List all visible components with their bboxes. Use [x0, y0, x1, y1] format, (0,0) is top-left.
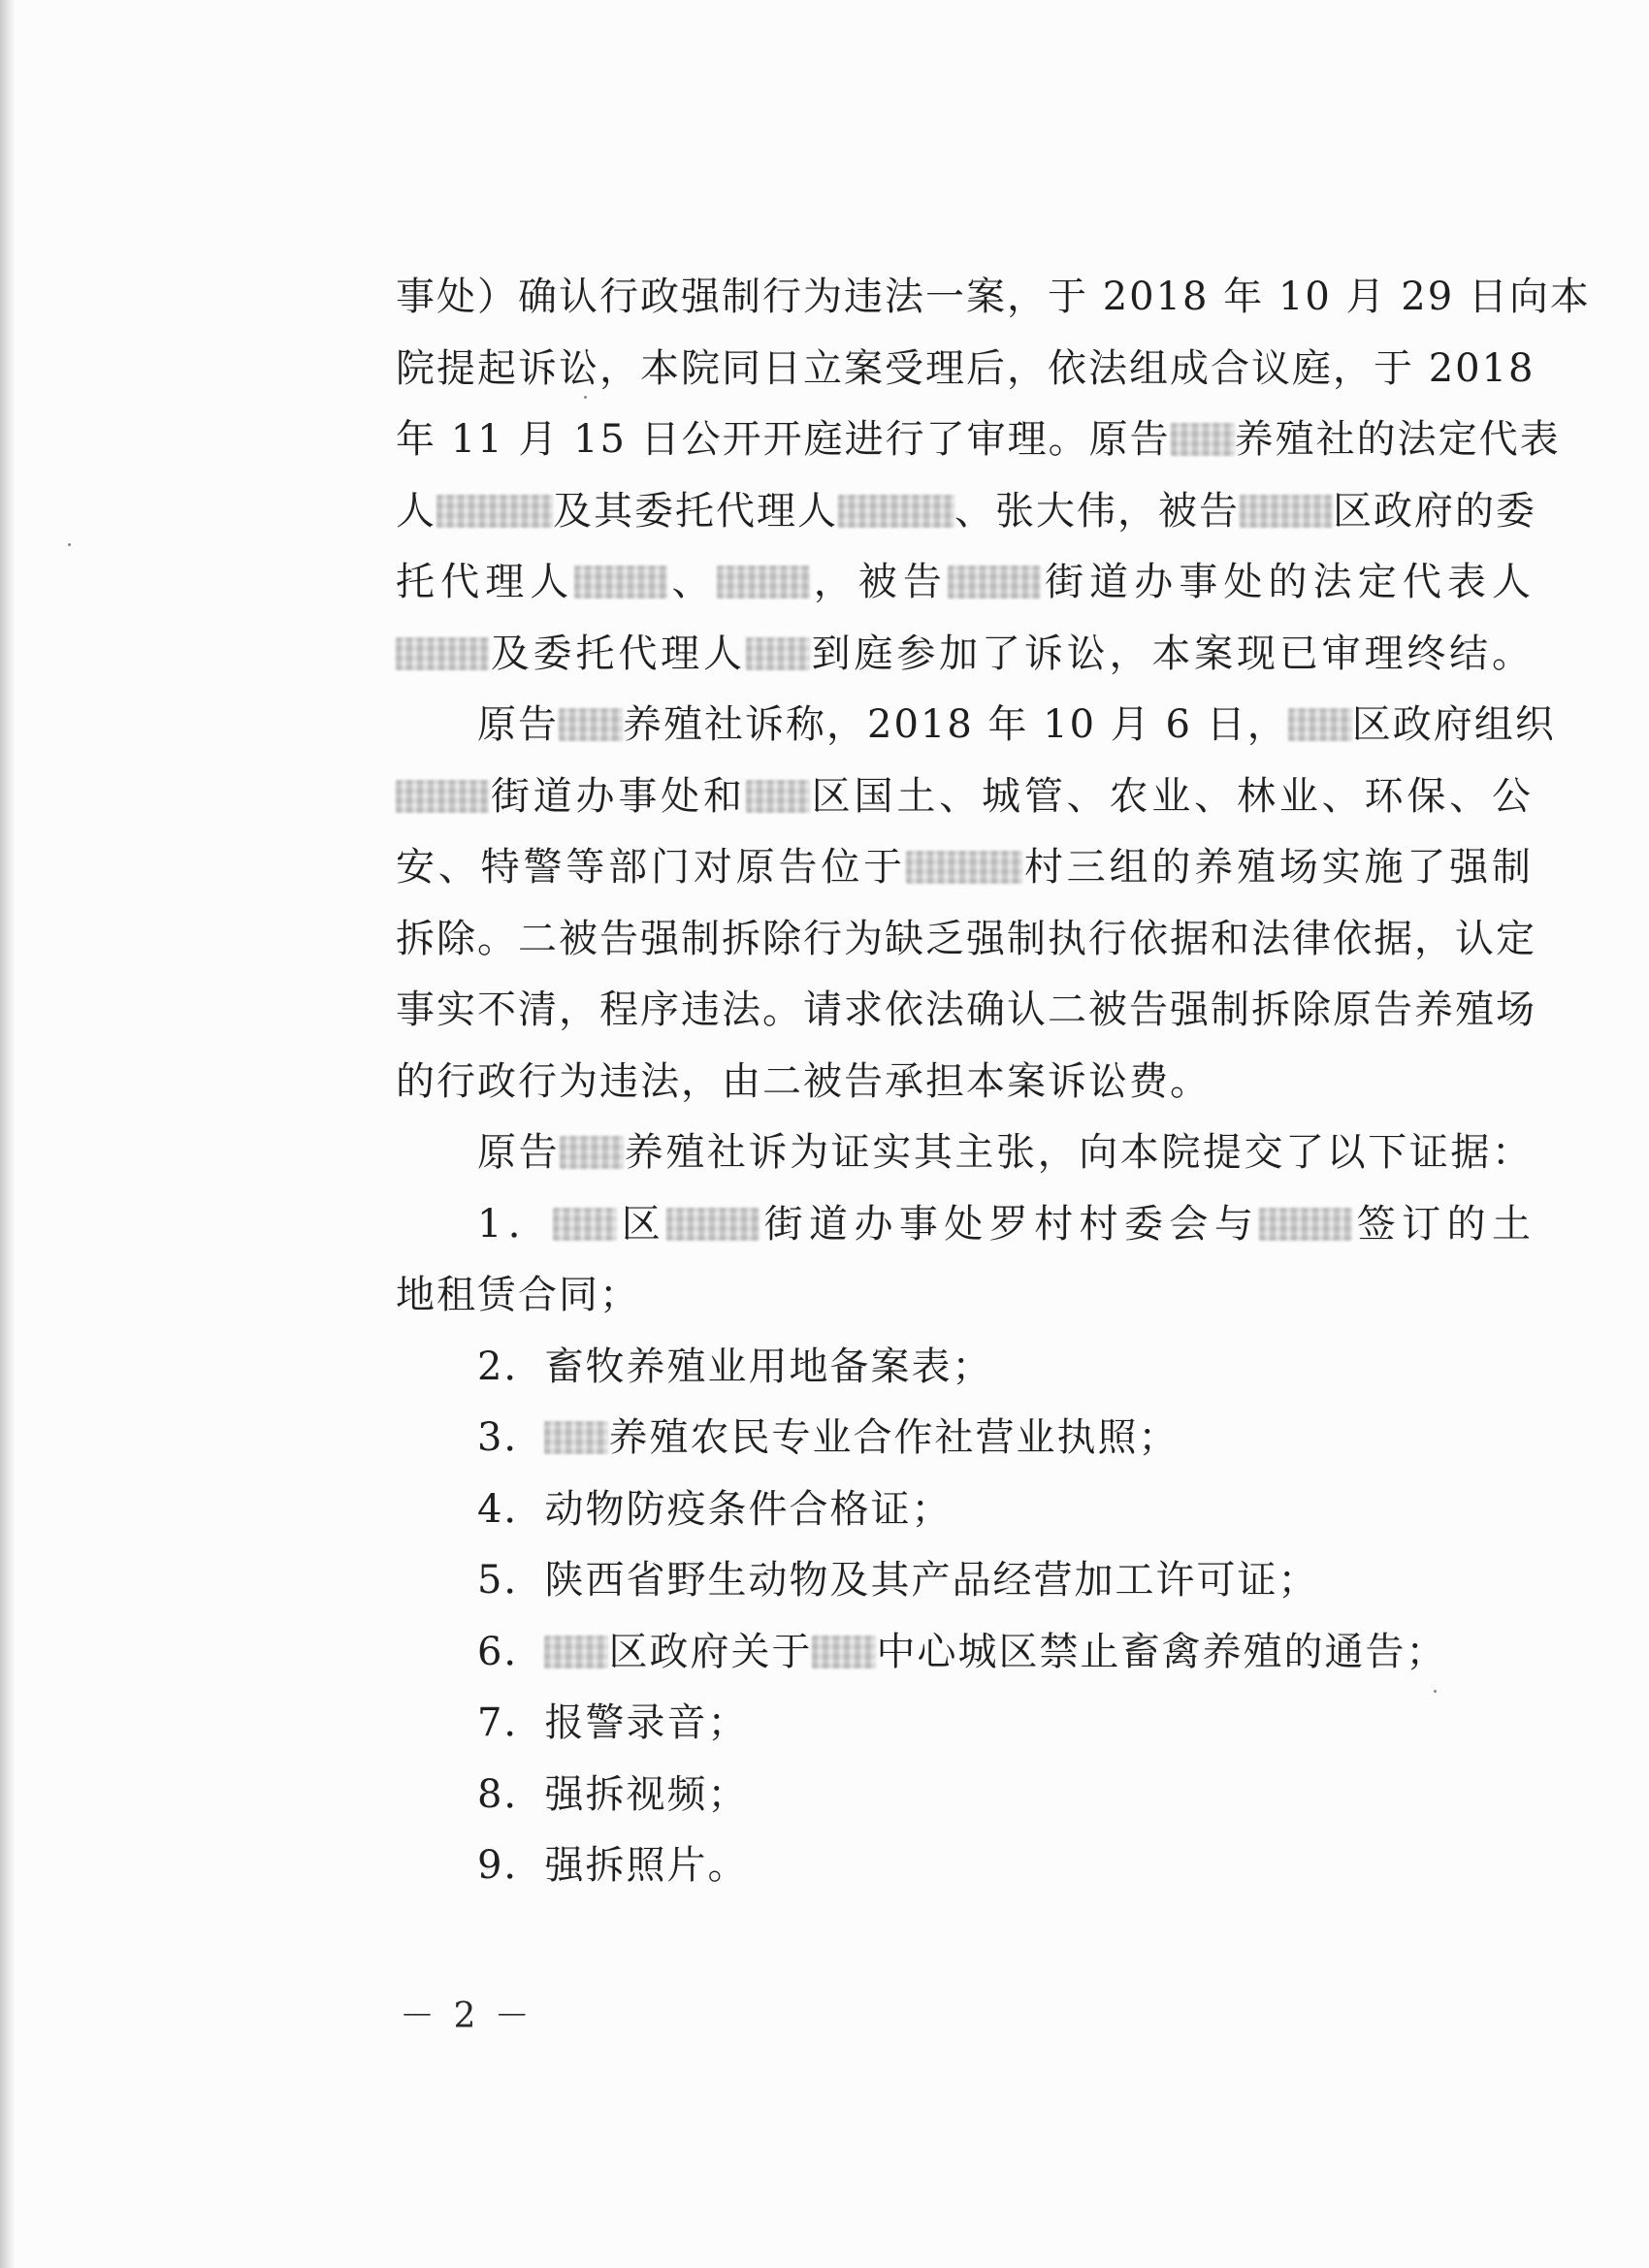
redaction-mark: [574, 566, 667, 599]
paragraph-line: [396, 476, 1536, 548]
paragraph-line: [396, 975, 1536, 1047]
scan-speck: [68, 543, 71, 546]
paragraph-line: [396, 547, 1533, 619]
text-run: 街道办事处和: [489, 773, 746, 819]
paragraph-line: [396, 1118, 1533, 1189]
text-run: 原告: [477, 1130, 561, 1175]
text-run: 事实不清，程序违法。请求依法确认二被告强制拆除原告养殖场: [396, 988, 1536, 1032]
text-run: 及其委托代理人: [553, 488, 838, 534]
redaction-mark: [812, 1636, 876, 1669]
text-run: 1．: [477, 1201, 554, 1247]
evidence-item: [396, 1474, 1533, 1546]
text-run: 村三组的养殖场实施了强制: [1022, 845, 1533, 890]
paragraph-line: [396, 1260, 1533, 1332]
paragraph-line: [396, 761, 1533, 833]
text-run: 原告: [477, 702, 559, 747]
text-run: 区政府关于: [608, 1629, 813, 1674]
text-run: 区国土、城管、农业、林业、环保、公: [809, 773, 1534, 819]
text-run: 街道办事处的法定代表人: [1040, 560, 1534, 604]
text-run: 地租赁合同；: [396, 1273, 640, 1317]
text-run: 签订的土: [1352, 1201, 1534, 1247]
text-run: 的行政行为违法，由二被告承担本案诉讼费。: [396, 1058, 1211, 1104]
redaction-mark: [544, 1421, 608, 1454]
text-run: 托代理人: [396, 560, 575, 604]
text-run: 2．畜牧养殖业用地备案表；: [477, 1344, 993, 1389]
redaction-mark: [396, 780, 489, 813]
text-run: 6．: [477, 1629, 545, 1674]
evidence-item: [396, 1831, 1533, 1902]
text-run: 养殖社诉称，2018 年 10 月 6 日，: [623, 702, 1288, 747]
text-run: 区政府的委: [1333, 488, 1536, 534]
text-run: 到庭参加了诉讼，本案现已审理终结。: [809, 631, 1534, 676]
text-run: 3．: [477, 1415, 545, 1460]
paragraph-line: [396, 1189, 1533, 1261]
text-run: 8．强拆视频；: [477, 1771, 749, 1817]
redaction-mark: [948, 566, 1041, 599]
redaction-mark: [1288, 708, 1352, 741]
text-run: ，被告: [809, 560, 948, 604]
redaction-mark: [544, 1636, 608, 1669]
redaction-mark: [746, 637, 810, 670]
paragraph-line: [396, 262, 1591, 334]
text-run: 9．强拆照片。: [477, 1843, 749, 1888]
evidence-item: [396, 1688, 1533, 1760]
text-run: 区: [617, 1201, 667, 1247]
redaction-mark: [906, 851, 1022, 884]
paragraph-line: [396, 832, 1533, 904]
evidence-item: [396, 1545, 1533, 1617]
text-run: 及委托代理人: [489, 631, 746, 676]
redaction-mark: [838, 495, 954, 528]
evidence-item: [396, 1403, 1533, 1474]
redaction-mark: [559, 708, 623, 741]
text-run: 7．报警录音；: [477, 1701, 749, 1745]
paragraph-line: [396, 334, 1536, 405]
redaction-mark: [560, 1136, 624, 1169]
text-run: 5．陕西省野生动物及其产品经营加工许可证；: [477, 1558, 1319, 1603]
text-run: 人: [396, 488, 436, 534]
evidence-item: [396, 1760, 1533, 1831]
text-run: 街道办事处罗村村委会与: [760, 1201, 1260, 1247]
text-run: 养殖社诉为证实其主张，向本院提交了以下证据：: [624, 1130, 1534, 1175]
redaction-mark: [436, 495, 553, 528]
redaction-mark: [717, 566, 810, 599]
text-run: 区政府组织: [1351, 702, 1556, 747]
redaction-mark: [553, 1208, 617, 1241]
text-run: 年 11 月 15 日公开开庭进行了审理。原告: [396, 417, 1171, 462]
text-run: 4．动物防疫条件合格证；: [477, 1486, 953, 1532]
text-run: 安、特警等部门对原告位于: [396, 845, 906, 890]
paragraph-line: [396, 690, 1556, 761]
text-run: 、张大伟，被告: [954, 488, 1240, 534]
paragraph-line: [396, 1047, 1533, 1118]
paragraph-line: [396, 619, 1533, 691]
redaction-mark: [1171, 423, 1235, 456]
evidence-item: [396, 1332, 1533, 1404]
redaction-mark: [746, 780, 810, 813]
text-run: 院提起诉讼，本院同日立案受理后，依法组成合议庭，于 2018: [396, 345, 1536, 391]
paragraph-line: [396, 405, 1561, 476]
text-run: 养殖农民专业合作社营业执照；: [608, 1415, 1180, 1460]
document-body: [396, 262, 1591, 1902]
evidence-item: [396, 1617, 1533, 1689]
scan-edge-shadow: [0, 0, 16, 2268]
redaction-mark: [666, 1208, 760, 1241]
text-run: 拆除。二被告强制拆除行为缺乏强制执行依据和法律依据，认定: [396, 916, 1536, 961]
text-run: 中心城区禁止畜禽养殖的通告；: [876, 1629, 1447, 1674]
redaction-mark: [1259, 1208, 1352, 1241]
text-run: 、: [667, 560, 717, 604]
paragraph-line: [396, 904, 1536, 976]
page-number: － 2 －: [400, 1996, 534, 2036]
redaction-mark: [396, 637, 489, 670]
text-run: 事处）确认行政强制行为违法一案，于 2018 年 10 月 29 日向本: [396, 275, 1591, 319]
text-run: 养殖社的法定代表: [1234, 417, 1561, 462]
redaction-mark: [1240, 495, 1333, 528]
